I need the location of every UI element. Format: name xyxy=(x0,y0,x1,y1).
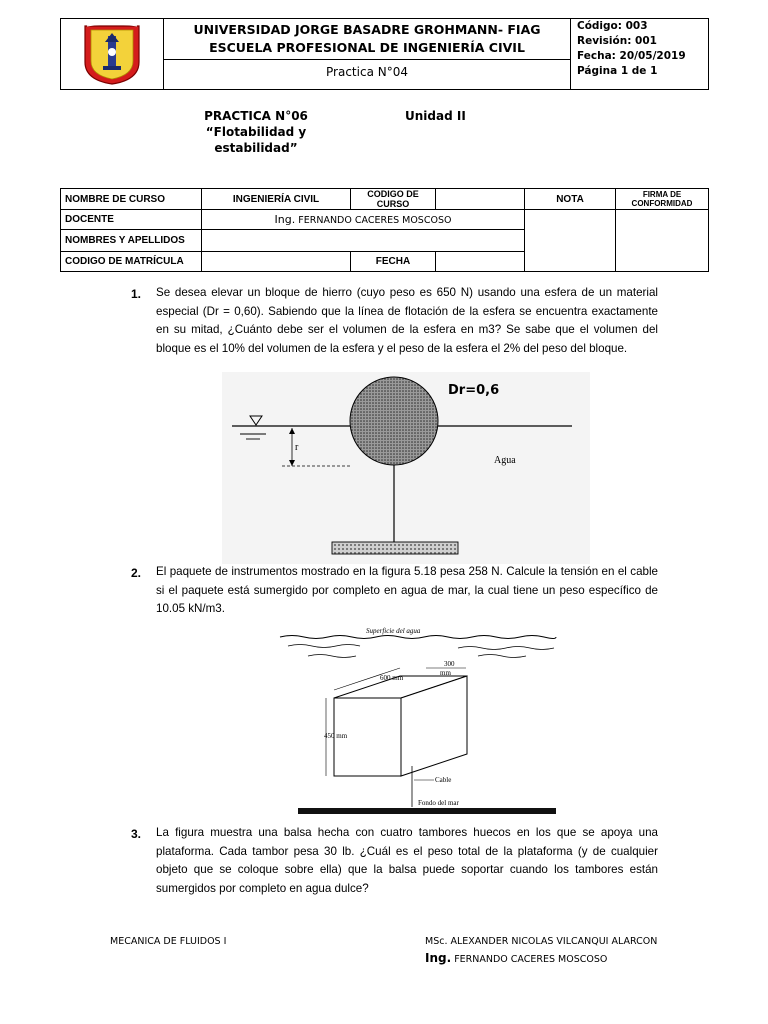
footer-author-2-name: FERNANDO CACERES MOSCOSO xyxy=(454,954,608,965)
university-name: UNIVERSIDAD JORGE BASADRE GROHMANN- FIAG xyxy=(193,22,541,37)
docente-name: FERNANDO CACERES MOSCOSO xyxy=(298,215,452,226)
dim-600-label: 600 mm xyxy=(380,674,404,682)
nombre-curso-label: NOMBRE DE CURSO xyxy=(61,189,202,210)
practice-number: Practica N°04 xyxy=(326,65,408,79)
fecha-label: FECHA xyxy=(351,252,436,272)
codigo-curso-label: CODIGO DE CURSO xyxy=(351,189,436,210)
codigo-text: Código: 003 xyxy=(577,20,648,32)
question-3-number: 3. xyxy=(131,827,142,841)
pagina-text: Página 1 de 1 xyxy=(577,65,658,77)
firma-field[interactable] xyxy=(616,210,709,272)
dim-mm-label: mm xyxy=(440,669,451,677)
cable-label: Cable xyxy=(435,776,452,784)
document-header xyxy=(60,18,709,90)
figure-sphere-float xyxy=(222,372,590,564)
footer-course: MECANICA DE FLUIDOS I xyxy=(110,936,227,947)
practice-title-line2: “Flotabilidad y xyxy=(205,125,307,139)
dr-label: Dr=0,6 xyxy=(448,383,500,398)
footer-author-2 xyxy=(425,951,607,965)
practice-title-line1: PRACTICA N°06 xyxy=(204,109,308,123)
fecha-field[interactable] xyxy=(436,252,525,272)
footer-author-2-prefix: Ing. xyxy=(425,951,452,965)
question-3-text: La figura muestra una balsa hecha con cuatro tambores huecos en los que se apoya una plataforma. Cada tambor pesa 30 lb. ¿Cuál es el peso total de la plataforma (y de cualquier objeto que se coloque sobre ella) que la balsa puede soportar cuando los tambores están sumergidos por completo en agua dulce? xyxy=(156,826,658,895)
practice-title xyxy=(192,108,320,156)
matricula-field[interactable] xyxy=(202,252,351,272)
nombres-field[interactable] xyxy=(202,230,525,252)
nombres-label: NOMBRES Y APELLIDOS xyxy=(61,230,202,252)
seabed-label: Fondo del mar xyxy=(418,799,459,807)
document-meta xyxy=(577,19,686,79)
docente-prefix: Ing. xyxy=(274,213,296,226)
practice-title-line3: estabilidad” xyxy=(214,141,298,155)
docente-label: DOCENTE xyxy=(61,210,202,230)
question-2-number: 2. xyxy=(131,566,142,580)
revision-text: Revisión: 001 xyxy=(577,35,657,47)
surface-label: Superficie del agua xyxy=(366,627,421,635)
question-1-number: 1. xyxy=(131,287,142,301)
nota-label: NOTA xyxy=(525,189,616,210)
nota-field[interactable] xyxy=(525,210,616,272)
codigo-curso-field[interactable] xyxy=(436,189,525,210)
dim-450-label: 450 mm xyxy=(324,732,348,740)
r-label: r xyxy=(295,442,299,453)
nombre-curso-value: INGENIERÍA CIVIL xyxy=(202,189,351,210)
dim-300-label: 300 xyxy=(444,660,455,668)
university-logo xyxy=(81,22,143,86)
matricula-label: CODIGO DE MATRÍCULA xyxy=(61,252,202,272)
student-info-table xyxy=(60,188,709,272)
unit-label: Unidad II xyxy=(405,109,466,123)
footer-author-1: MSc. ALEXANDER NICOLAS VILCANQUI ALARCON xyxy=(425,936,658,947)
question-2-text: El paquete de instrumentos mostrado en la figura 5.18 pesa 258 N. Calcule la tensión en el cable si el paquete está sumergido por completo en agua de mar, la cual tiene un peso específico de 10.05 kN/m3. xyxy=(156,565,658,615)
docente-value xyxy=(202,210,525,230)
firma-label: FIRMA DE CONFORMIDAD xyxy=(616,189,709,210)
agua-label: Agua xyxy=(494,455,516,466)
figure-submerged-package xyxy=(278,626,558,820)
fecha-text: Fecha: 20/05/2019 xyxy=(577,50,686,62)
school-name: ESCUELA PROFESIONAL DE INGENIERÍA CIVIL xyxy=(209,40,525,55)
question-1-text: Se desea elevar un bloque de hierro (cuyo peso es 650 N) usando una esfera de un material especial (Dr = 0,60). Sabiendo que la línea de flotación de la esfera se encuentra exactamente en su mitad, ¿Cuánto debe ser el volumen de la esfera en m3? Se sabe que el volumen del bloque es el 10% del volumen de la esfera y el peso de la esfera el 2% del peso del bloque. xyxy=(156,286,658,355)
